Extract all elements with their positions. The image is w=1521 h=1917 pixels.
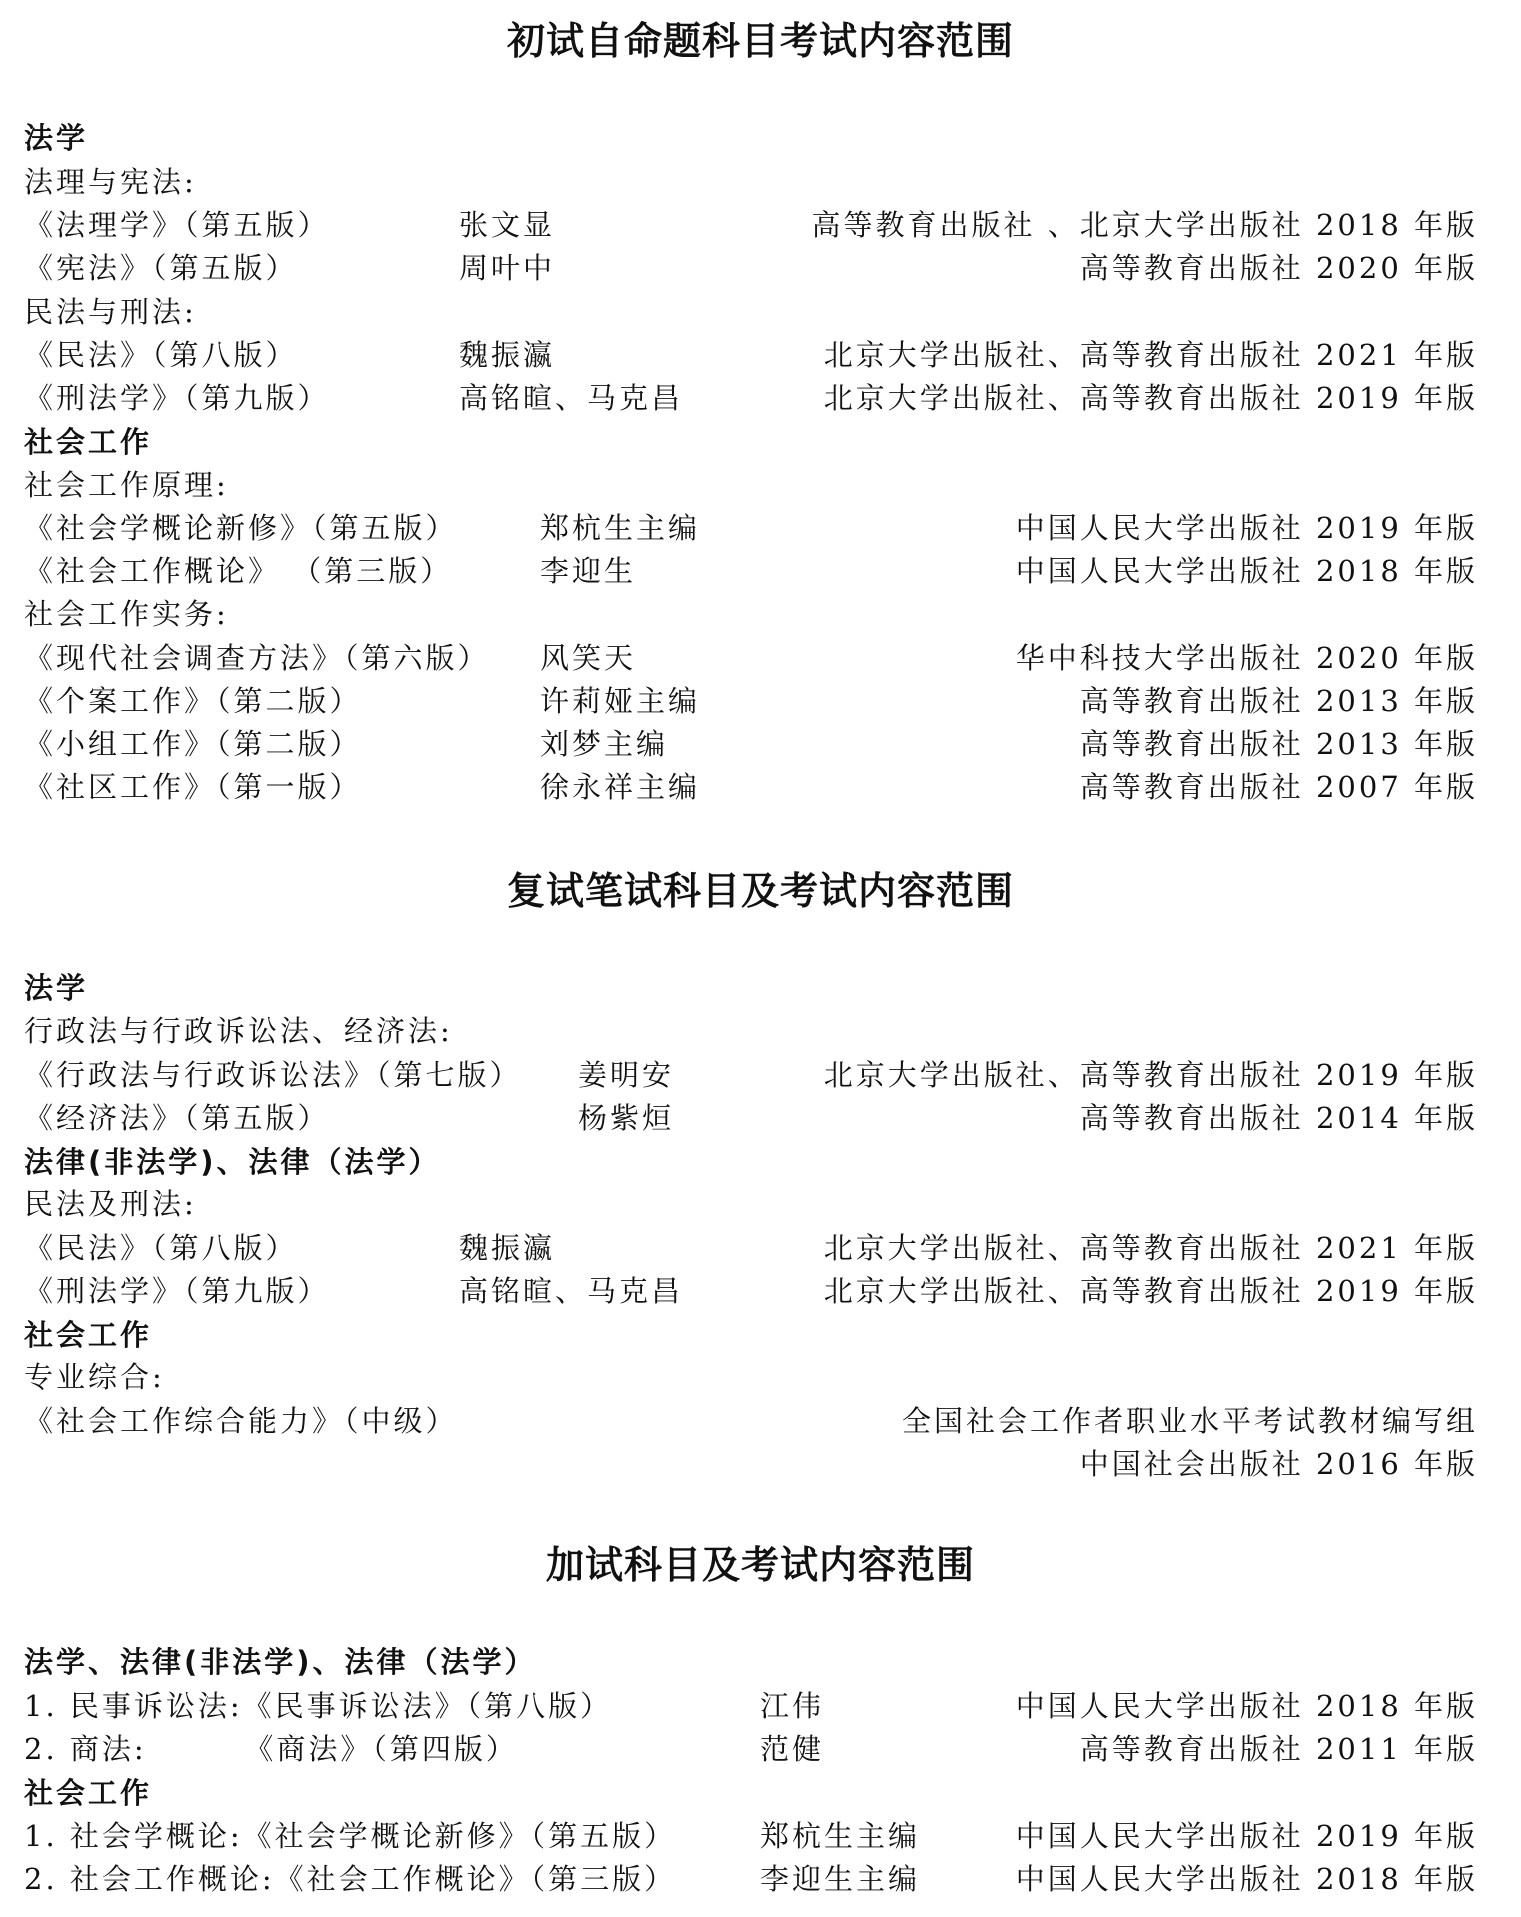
book-publisher: 中国人民大学出版社 2018 年版 [1015,1689,1478,1723]
book-author: 徐永祥主编 [540,770,701,804]
book-publisher: 高等教育出版社 2011 年版 [1079,1732,1478,1766]
book-author: 杨紫烜 [578,1101,675,1135]
group-heading-law-combined: 法学、法律(非法学)、法律（法学） [24,1645,537,1679]
book-title: 《行政法与行政诉讼法》（第七版） [24,1058,522,1092]
book-publisher: 中国人民大学出版社 2018 年版 [1015,1862,1478,1896]
book-publisher: 中国人民大学出版社 2018 年版 [1015,554,1478,588]
book-author: 范健 [760,1732,825,1766]
book-row [24,1097,1478,1139]
book-row [24,247,1478,289]
subject-label: 民法与刑法: [24,295,197,329]
book-title: 《刑法学》（第九版） [24,1274,330,1308]
book-row [24,1270,1478,1312]
book-publisher: 高等教育出版社 、北京大学出版社 2018 年版 [811,208,1478,242]
subject-label: 社会工作原理: [24,468,229,502]
book-publisher: 北京大学出版社、高等教育出版社 2021 年版 [823,1231,1478,1265]
book-row [24,637,1478,679]
book-title: 《现代社会调查方法》（第六版） [24,641,490,675]
book-title: 《社会学概论新修》（第五版） [24,511,458,545]
book-row [24,1054,1478,1096]
book-publisher: 高等教育出版社 2014 年版 [1079,1101,1478,1135]
book-author: 高铭暄、马克昌 [459,381,684,415]
book-row [24,723,1478,765]
book-publisher: 高等教育出版社 2013 年版 [1079,727,1478,761]
section-title-additional: 加试科目及考试内容范围 [545,1543,975,1587]
book-title: 2. 社会工作概论:《社会工作概论》（第三版） [24,1862,677,1896]
subject-label: 法理与宪法: [24,165,197,199]
group-heading-social-work: 社会工作 [24,1776,153,1810]
book-publisher: 高等教育出版社 2020 年版 [1079,251,1478,285]
book-author: 郑杭生主编 [540,511,701,545]
group-heading-law: 法学 [24,971,89,1005]
book-publisher: 高等教育出版社 2007 年版 [1079,770,1478,804]
subject-label: 社会工作实务: [24,597,229,631]
book-author: 江伟 [760,1689,825,1723]
book-title: 《民法》（第八版） [24,1231,298,1265]
book-publisher: 华中科技大学出版社 2020 年版 [1015,641,1478,675]
book-publisher: 中国人民大学出版社 2019 年版 [1015,1819,1478,1853]
book-publisher: 中国社会出版社 2016 年版 [1079,1447,1478,1481]
book-author: 姜明安 [578,1058,675,1092]
book-title: 《社会工作综合能力》（中级） [24,1404,458,1438]
subject-label: 民法及刑法: [24,1187,197,1221]
book-row [24,550,1478,592]
book-title: 《小组工作》（第二版） [24,727,362,761]
book-title: 《法理学》（第五版） [24,208,330,242]
book-publisher: 高等教育出版社 2013 年版 [1079,684,1478,718]
book-row [24,766,1478,808]
book-row [24,507,1478,549]
book-title: 1. 社会学概论:《社会学概论新修》（第五版） [24,1819,677,1853]
book-title: 《个案工作》（第二版） [24,684,362,718]
book-row [24,680,1478,722]
book-publisher: 北京大学出版社、高等教育出版社 2019 年版 [823,1058,1478,1092]
book-row [24,334,1478,376]
book-row [24,1443,1478,1485]
book-publisher: 中国人民大学出版社 2019 年版 [1015,511,1478,545]
book-publisher: 北京大学出版社、高等教育出版社 2019 年版 [823,1274,1478,1308]
book-author: 魏振瀛 [459,1231,556,1265]
book-title: 2. 商法: 《商法》（第四版） [24,1732,518,1766]
book-row [24,1815,1478,1857]
book-title: 《社区工作》（第一版） [24,770,362,804]
book-title: 《刑法学》（第九版） [24,381,330,415]
book-row [24,1227,1478,1269]
book-row [24,1858,1478,1900]
book-author: 张文显 [459,208,556,242]
book-title: 1. 民事诉讼法:《民事诉讼法》（第八版） [24,1689,613,1723]
book-row [24,377,1478,419]
book-row [24,1685,1478,1727]
book-author: 郑杭生主编 [760,1819,921,1853]
book-title: 《经济法》（第五版） [24,1101,330,1135]
book-publisher: 北京大学出版社、高等教育出版社 2021 年版 [823,338,1478,372]
book-author: 周叶中 [459,251,556,285]
book-title: 《宪法》（第五版） [24,251,298,285]
group-heading-law-master: 法律(非法学)、法律（法学） [24,1145,441,1179]
subject-label: 行政法与行政诉讼法、经济法: [24,1014,453,1048]
book-row [24,204,1478,246]
subject-label: 专业综合: [24,1360,165,1394]
book-row [24,1400,1478,1442]
book-title: 《社会工作概论》 （第三版） [24,554,453,588]
book-publisher: 全国社会工作者职业水平考试教材编写组 [901,1404,1478,1438]
section-title-retest-written: 复试笔试科目及考试内容范围 [506,869,1014,913]
book-author: 高铭暄、马克昌 [459,1274,684,1308]
book-publisher: 北京大学出版社、高等教育出版社 2019 年版 [823,381,1478,415]
book-author: 风笑天 [540,641,637,675]
book-author: 李迎生主编 [760,1862,921,1896]
book-author: 刘梦主编 [540,727,669,761]
book-author: 许莉娅主编 [540,684,701,718]
section-title-preliminary: 初试自命题科目考试内容范围 [506,19,1014,63]
book-author: 李迎生 [540,554,637,588]
book-title: 《民法》（第八版） [24,338,298,372]
book-author: 魏振瀛 [459,338,556,372]
group-heading-social-work: 社会工作 [24,1318,153,1352]
group-heading-social-work: 社会工作 [24,425,153,459]
group-heading-law: 法学 [24,121,89,155]
book-row [24,1728,1478,1770]
